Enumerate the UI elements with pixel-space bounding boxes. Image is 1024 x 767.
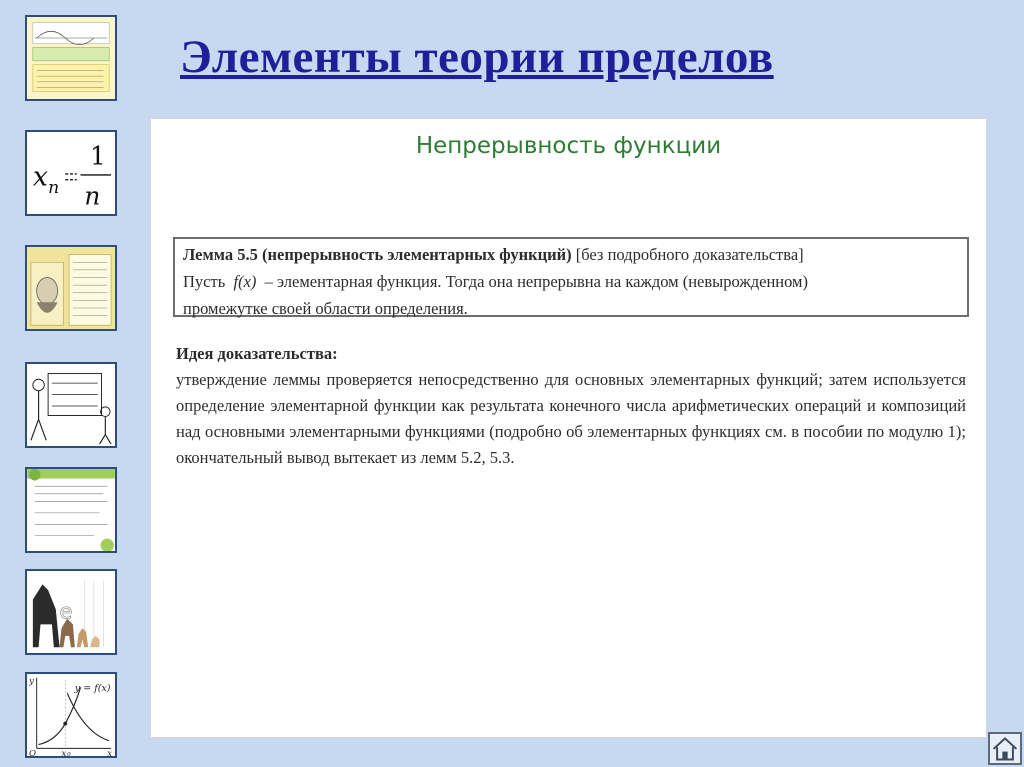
lemma-title-line bbox=[183, 241, 959, 268]
slide-content-panel bbox=[150, 118, 987, 738]
svg-text:1: 1 bbox=[90, 141, 106, 171]
thumb-slide-5[interactable] bbox=[25, 467, 117, 553]
thumb-graph-image bbox=[27, 17, 115, 99]
lemma-note: [без подробного доказательства] bbox=[575, 245, 804, 264]
svg-text:y: y bbox=[29, 676, 34, 687]
lemma-statement-line-2: промежутке своей области определения. bbox=[183, 299, 468, 318]
svg-text:x: x bbox=[61, 749, 67, 756]
proof-idea-text: утверждение леммы проверяется непосредственно для основных элементарных функций; затем используется определение элементарной функции как результата конечного числа арифметических операций и композиций над основными элементарными функциями (подробно об элементарных функциях см. в пособии по модулю 1); окончательный вывод вытекает из лемм 5.2, 5.3. bbox=[176, 370, 966, 467]
thumb-slide-6[interactable] bbox=[25, 569, 117, 655]
svg-text:e: e bbox=[59, 599, 73, 624]
proof-idea bbox=[176, 341, 966, 471]
thumb-slide-4[interactable] bbox=[25, 362, 117, 448]
lemma-title: Лемма 5.5 (непрерывность элементарных функций) bbox=[183, 245, 572, 264]
thumb-slide-2[interactable] bbox=[25, 130, 117, 216]
thumb-slide-1[interactable] bbox=[25, 15, 117, 101]
panel-heading: Непрерывность функции bbox=[415, 133, 722, 159]
thumb-text-slide-image bbox=[27, 469, 115, 551]
thumb-formula-image bbox=[27, 132, 115, 214]
home-button[interactable] bbox=[988, 732, 1022, 765]
thumb-function-graph-image bbox=[27, 674, 115, 756]
lemma-line1-rest: – элементарная функция. Тогда она непрерывна на каждом (невырожденном) bbox=[264, 272, 808, 291]
svg-text:x: x bbox=[32, 161, 48, 193]
lemma-statement-line-1 bbox=[183, 268, 959, 295]
svg-text:0: 0 bbox=[67, 752, 71, 756]
thumb-portrait-image bbox=[27, 247, 115, 329]
thumb-dogs-image bbox=[27, 571, 115, 653]
proof-idea-title: Идея доказательства: bbox=[176, 344, 338, 363]
slide-title: Элементы теории пределов bbox=[180, 31, 774, 83]
lemma-fx: f(x) bbox=[233, 272, 257, 291]
thumb-slide-7[interactable] bbox=[25, 672, 117, 758]
svg-text:O: O bbox=[29, 749, 37, 756]
thumb-slide-3[interactable] bbox=[25, 245, 117, 331]
svg-text:n: n bbox=[48, 178, 60, 199]
lemma-box bbox=[173, 237, 969, 317]
svg-text:y = f(x): y = f(x) bbox=[74, 683, 111, 695]
thumb-sketch-image bbox=[27, 364, 115, 446]
svg-text:n: n bbox=[84, 181, 101, 211]
home-icon bbox=[990, 734, 1020, 763]
svg-text:x: x bbox=[107, 749, 113, 756]
lemma-prefix: Пусть bbox=[183, 272, 226, 291]
